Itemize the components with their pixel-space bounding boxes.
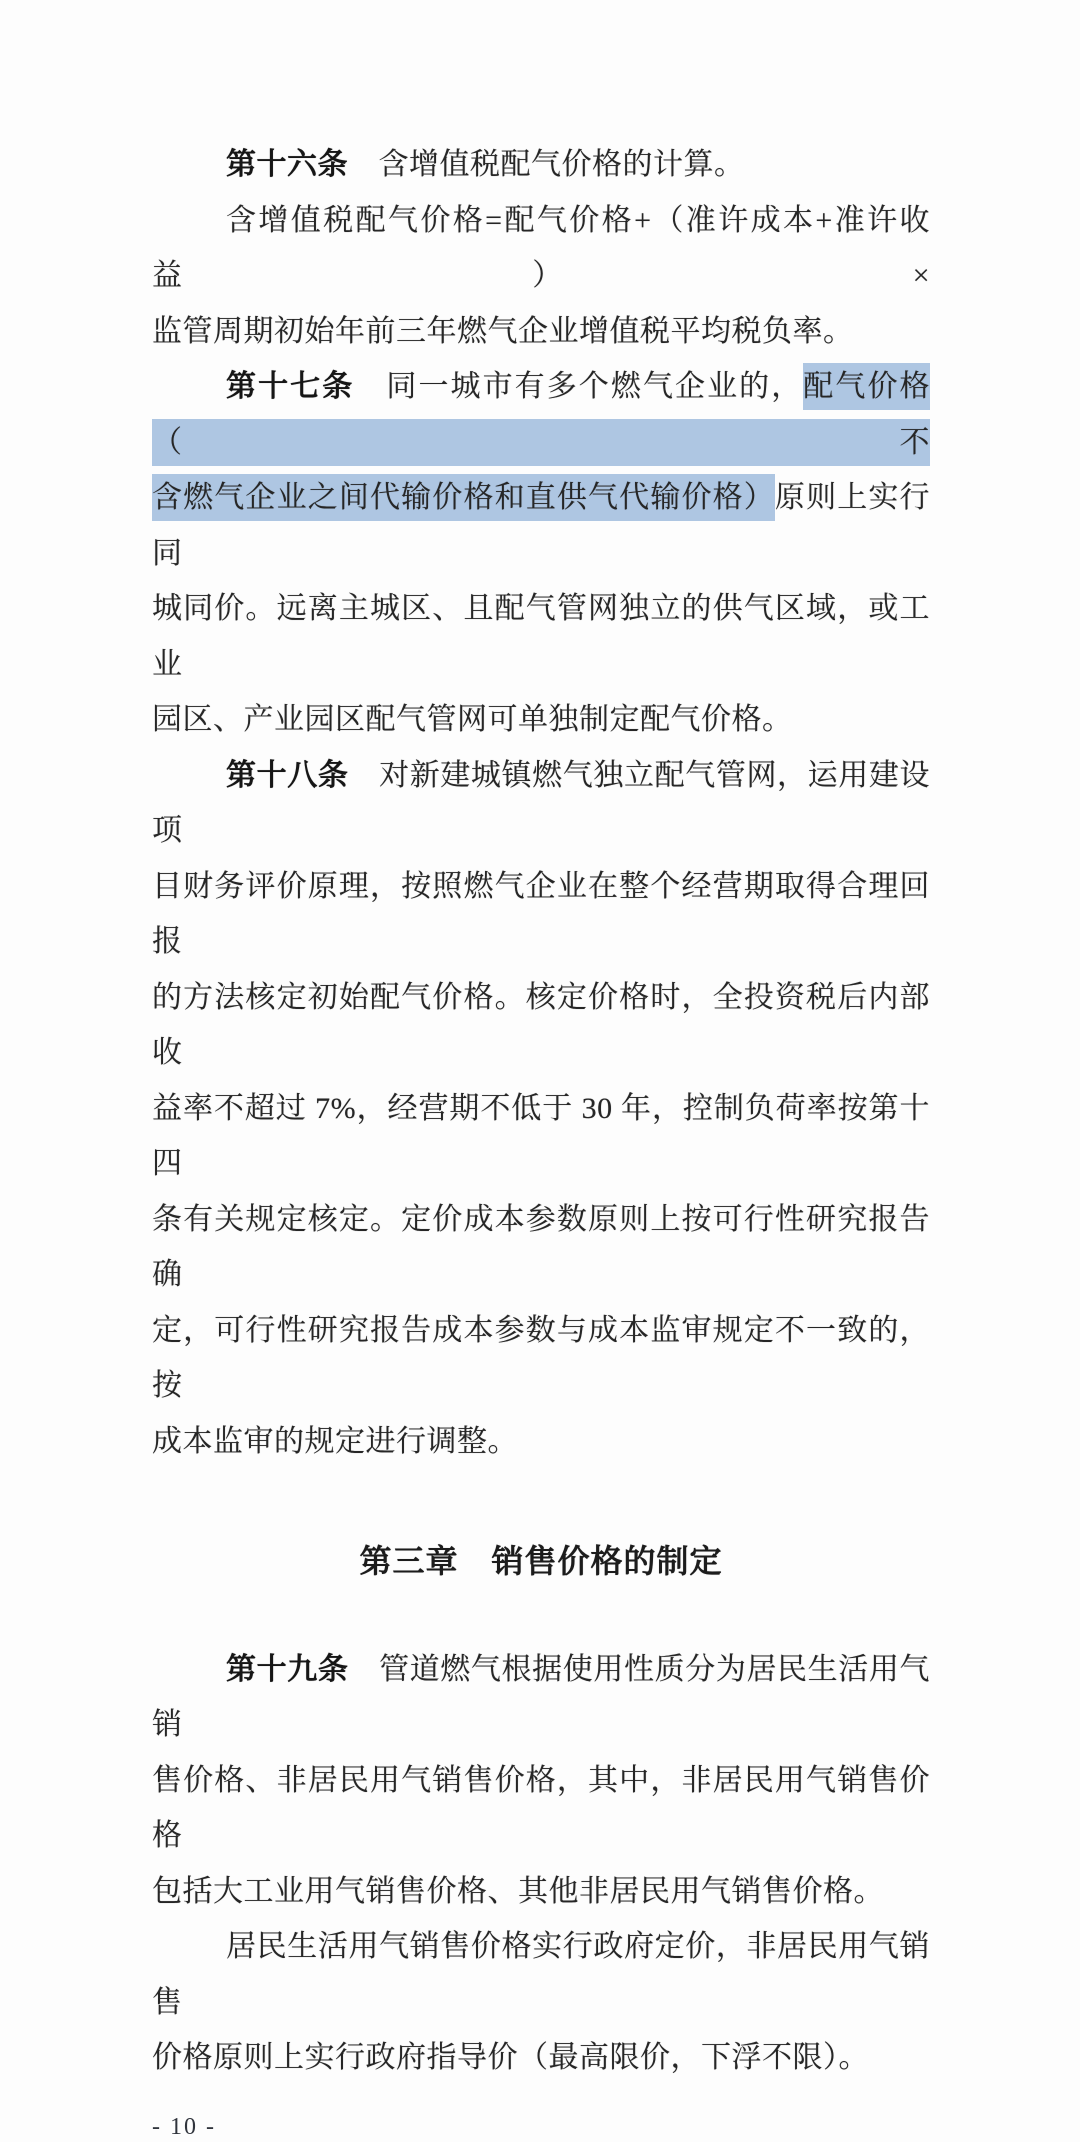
- body-text: 包括大工业用气销售价格、其他非居民用气销售价格。: [152, 1874, 884, 1908]
- body-text: 含增值税配气价格的计算。: [348, 148, 745, 181]
- text-line: [152, 1753, 930, 1864]
- body-text: 居民生活用气销售价格实行政府定价，非居民用气销售: [152, 1930, 930, 2019]
- text-line: [152, 2030, 930, 2086]
- text-line: [152, 1864, 930, 1920]
- text-line: [152, 1192, 930, 1303]
- chapter-heading: 第三章 销售价格的制定: [359, 1543, 723, 1579]
- body-text: 对新建城镇燃气独立配气管网，运用建设项: [152, 758, 931, 847]
- article-number: 第十六条: [226, 148, 348, 181]
- body-text: 益率不超过 7%，经营期不低于 30 年，控制负荷率按第十四: [152, 1091, 930, 1180]
- body-text: 含增值税配气价格=配气价格+（准许成本+准许收益）×: [152, 203, 930, 292]
- body-text: 价格原则上实行政府指导价（最高限价，下浮不限）。: [152, 2041, 869, 2074]
- text-line: [152, 859, 930, 970]
- highlighted-text: 含燃气企业之间代输价格和直供气代输价格）: [152, 474, 775, 521]
- body-text: 成本监审的规定进行调整。: [152, 1424, 518, 1458]
- body-text: 目财务评价原理，按照燃气企业在整个经营期取得合理回报: [152, 869, 930, 958]
- article-number: 第十九条: [226, 1652, 349, 1686]
- article-number: 第十八条: [226, 758, 349, 792]
- body-text: 的方法核定初始配气价格。核定价格时，全投资税后内部收: [152, 980, 930, 1069]
- text-line: [152, 304, 930, 360]
- body-text: 售价格、非居民用气销售价格，其中，非居民用气销售价格: [152, 1763, 930, 1852]
- text-line: [152, 581, 930, 692]
- text-line: [152, 1919, 930, 2030]
- body-text: 园区、产业园区配气管网可单独制定配气价格。: [152, 703, 793, 736]
- text-line: [152, 748, 930, 859]
- body-text: 定，可行性研究报告成本参数与成本监审规定不一致的，按: [152, 1313, 930, 1402]
- highlighted-text: 配气价格（不: [152, 363, 930, 466]
- body-text: 城同价。远离主城区、且配气管网独立的供气区域，或工业: [152, 592, 930, 681]
- body-text: 条有关规定核定。定价成本参数原则上按可行性研究报告确: [152, 1202, 930, 1291]
- text-line: [152, 1642, 930, 1753]
- text-line: [152, 1303, 930, 1414]
- page-number: - 10 -: [152, 2113, 216, 2140]
- article-number: 第十七条: [226, 370, 355, 403]
- text-line: [152, 1081, 930, 1192]
- body-text: 同一城市有多个燃气企业的，: [354, 370, 804, 403]
- text-line: [152, 359, 930, 470]
- body-text: 监管周期初始年前三年燃气企业增值税平均税负率。: [152, 314, 854, 348]
- text-line: [152, 470, 930, 581]
- text-line: [152, 137, 930, 193]
- text-line: [152, 692, 930, 748]
- text-line: [152, 193, 930, 304]
- text-line: [152, 1414, 930, 1470]
- body-text: 管道燃气根据使用性质分为居民生活用气销: [152, 1652, 931, 1741]
- body-text: 原则上实行同: [152, 481, 931, 570]
- text-line: [152, 970, 930, 1081]
